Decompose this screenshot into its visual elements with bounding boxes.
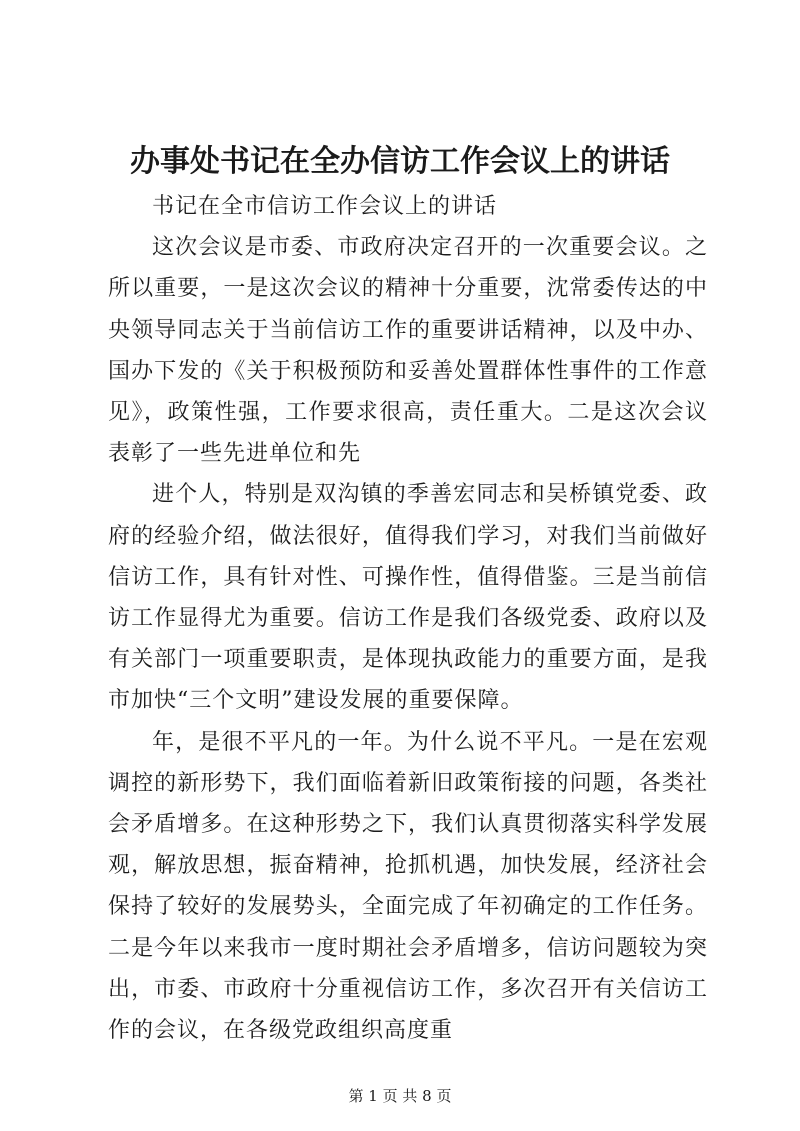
paragraph: 这次会议是市委、市政府决定召开的一次重要会议。之所以重要，一是这次会议的精神十分重要，沈常委传达的中央领导同志关于当前信访工作的重要讲话精神，以及中办、国办下发的《关于积极预防和妥善处置群体性事件的工作意见》，政策性强，工作要求很高，责任重大。二是这次会议表彰了一些先进单位和先	[108, 235, 708, 467]
paragraph: 书记在全市信访工作会议上的讲话	[152, 194, 498, 219]
document-title: 办事处书记在全办信访工作会议上的讲话	[130, 144, 670, 179]
page-footer: 第 1 页 共 8 页	[348, 1087, 452, 1105]
document-body	[108, 186, 708, 1051]
paragraph: 年，是很不平凡的一年。为什么说不平凡。一是在宏观调控的新形势下，我们面临着新旧政策衔接的问题，各类社会矛盾增多。在这种形势之下，我们认真贯彻落实科学发展观，解放思想，振奋精神，抢抓机遇，加快发展，经济社会保持了较好的发展势头，全面完成了年初确定的工作任务。二是今年以来我市一度时期社会矛盾增多，信访问题较为突出，市委、市政府十分重视信访工作，多次召开有关信访工作的会议，在各级党政组织高度重	[108, 729, 708, 1044]
paragraph: 进个人，特别是双沟镇的季善宏同志和吴桥镇党委、政府的经验介绍，做法很好，值得我们学习，对我们当前做好信访工作，具有针对性、可操作性，值得借鉴。三是当前信访工作显得尤为重要。信访工作是我们各级党委、政府以及有关部门一项重要职责，是体现执政能力的重要方面，是我市加快“三个文明”建设发展的重要保障。	[108, 482, 708, 714]
